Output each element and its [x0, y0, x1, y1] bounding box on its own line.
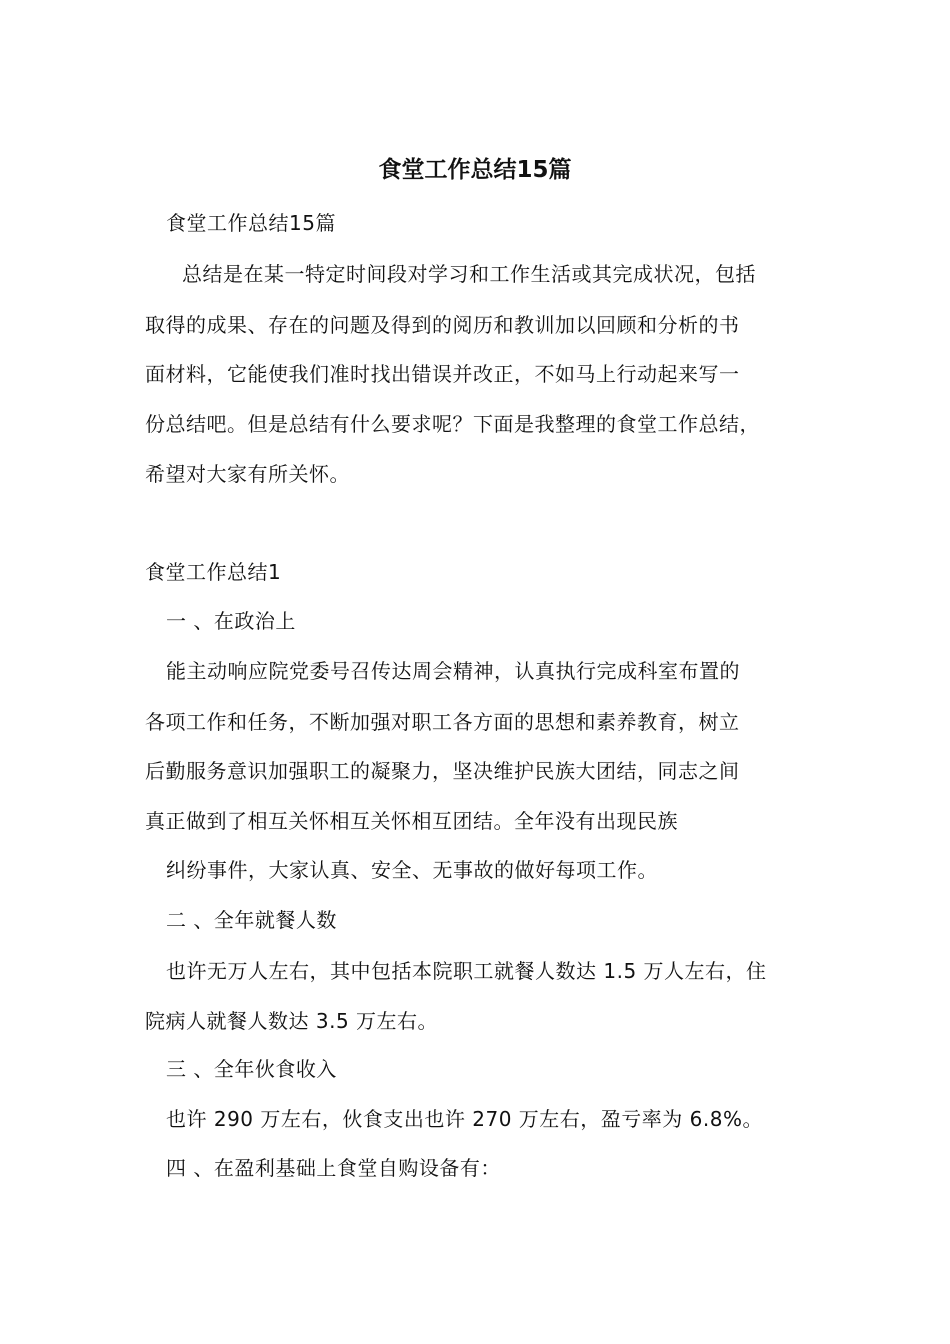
paragraph-line: 能主动响应院党委号召传达周会精神，认真执行完成科室布置的 — [166, 659, 740, 683]
paragraph-line: 后勤服务意识加强职工的凝聚力，坚决维护民族大团结，同志之间 — [145, 759, 740, 783]
item-heading: 四 、在盈利基础上食堂自购设备有： — [166, 1156, 501, 1180]
intro-paragraph-line: 份总结吧。但是总结有什么要求呢？下面是我整理的食堂工作总结， — [145, 412, 760, 436]
item-heading: 一 、在政治上 — [166, 609, 296, 633]
paragraph-line: 也许 290 万左右，伙食支出也许 270 万左右，盈亏率为 6.8%。 — [166, 1107, 763, 1131]
paragraph-line: 纠纷事件，大家认真、安全、无事故的做好每项工作。 — [166, 858, 658, 882]
document-title: 食堂工作总结15篇 — [378, 157, 572, 183]
intro-paragraph-line: 面材料，它能使我们准时找出错误并改正，不如马上行动起来写一 — [145, 362, 740, 386]
item-heading: 二 、全年就餐人数 — [166, 908, 337, 932]
document-subtitle: 食堂工作总结15篇 — [166, 211, 336, 235]
item-heading: 三 、全年伙食收入 — [166, 1057, 337, 1081]
paragraph-line: 真正做到了相互关怀相互关怀相互团结。全年没有出现民族 — [145, 809, 678, 833]
paragraph-line: 院病人就餐人数达 3.5 万左右。 — [145, 1009, 439, 1033]
intro-paragraph-line: 取得的成果、存在的问题及得到的阅历和教训加以回顾和分析的书 — [145, 313, 740, 337]
intro-paragraph-line: 希望对大家有所关怀。 — [145, 462, 350, 486]
paragraph-line: 各项工作和任务，不断加强对职工各方面的思想和素养教育，树立 — [145, 710, 740, 734]
intro-paragraph-line: 总结是在某一特定时间段对学习和工作生活或其完成状况，包括 — [182, 262, 756, 286]
section-heading: 食堂工作总结1 — [145, 560, 282, 584]
paragraph-line: 也许无万人左右，其中包括本院职工就餐人数达 1.5 万人左右，住 — [166, 959, 767, 983]
